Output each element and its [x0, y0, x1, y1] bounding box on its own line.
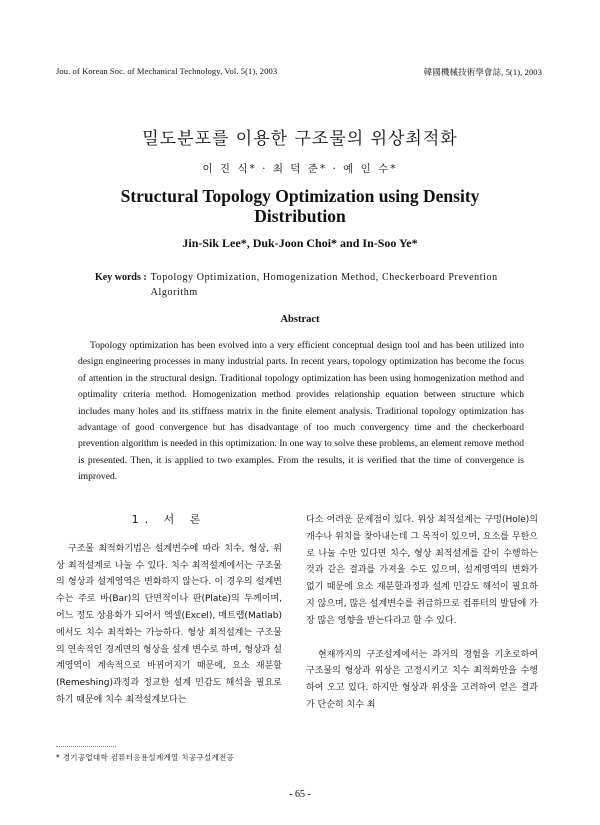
- paper-title-english: Structural Topology Optimization using Density Distribution: [120, 186, 480, 226]
- journal-citation-ko: 韓國機械技術學會誌, 5(1), 2003: [423, 67, 542, 77]
- keywords: [95, 270, 540, 300]
- keywords-label: Key words :: [95, 272, 147, 283]
- body-paragraph-continued: 다소 어려운 문제점이 있다. 위상 최적설계는 구멍(Hole)의 개수나 위치를 찾아내는데 그 목적이 있으며, 요소를 무한으로 나눌 수만 있다면 치수, 형상 최적설계를 같이 수행하는 것과 같은 결과를 가져올 수도 있으며, 설계영역의 변화가 없기 때문에 요소 재분할과정과 설계 민감도 해석이 필요하지 않으며, 많은 설계변수를 취급하므로 컴퓨터의 발달에 가장 많은 영향을 받는다라고 할 수 있다.: [306, 515, 538, 626]
- section-heading-introduction: 1. 서 론: [131, 513, 207, 526]
- abstract-heading: Abstract: [280, 314, 320, 325]
- journal-citation-en: Jou. of Korean Soc. of Mechanical Technology, Vol. 5(1), 2003: [56, 66, 278, 76]
- keywords-text: Topology Optimization, Homogenization Method, Checkerboard Prevention Algorithm: [150, 272, 498, 298]
- paper-title-korean: 밀도분포를 이용한 구조물의 위상최적화: [142, 129, 458, 149]
- authors-korean: 이 진 식* · 최 덕 준* · 예 인 수*: [202, 163, 398, 175]
- body-column-right: [306, 512, 538, 714]
- running-header: [56, 66, 542, 78]
- page-number: - 65 -: [289, 789, 311, 800]
- body-column-left: [56, 512, 282, 709]
- abstract-body: Topology optimization has been evolved into a very efficient conceptual design tool and has been utilized into design engineering processes in many industrial parts. In recent years, topology optimization has become the focus of attention in the structural design. Traditional topology optimization has been using homogenization method and optimality criteria method. Homogenization method provides relationship equation between structure which includes many holes and its stiffness matrix in the finite element analysis. Traditional topology optimization has advantage of good convergence but has disadvantage of too much convergency time and the checkerboard prevention algorithm is needed in this optimization. In one way to solve these problems, an element remove method is presented. Then, it is applied to two examples. From the results, it is verified that the time of convergence is improved.: [78, 340, 524, 483]
- authors-english: Jin-Sik Lee*, Duk-Joon Choi* and In-Soo Ye*: [182, 236, 418, 250]
- body-paragraph: 현재까지의 구조설계에서는 과거의 경험을 기초로하여 구조물의 형상과 위상은 고정시키고 치수 최적화만을 수행하여 오고 있다. 하지만 형상과 위상을 고려하여 얻은 결과가 단순히 치수 최: [306, 649, 538, 710]
- footnote-divider: [56, 746, 116, 747]
- affiliation-footnote: * 경기공업대학 컴퓨터응용설계계열 치공구설계전공: [56, 753, 235, 762]
- body-paragraph: 구조물 최적화기법은 설계변수에 따라 치수, 형상, 위상 최적설계로 나눌 수 있다. 치수 최적설계에서는 구조물의 형상과 설계영역은 변화하지 않는다. 이 경우의 설계변수는 주로 바(Bar)의 단면적이나 판(Plate)의 두께이며, 어느 정도 상용화가 되어서 엑셀(Excel), 매트랩(Matlab)에서도 치수 최적화는 가능하다. 형상 최적설계는 구조물의 연속적인 경계면의 형상을 설계 변수로 하며, 형상과 설계영역이 계속적으로 바뀌어지기 때문에, 요소 재분할(Remeshing)과정과 정교한 설계 민감도 해석을 필요로 하기 때문에 치수 최적설계보다는: [56, 543, 282, 705]
